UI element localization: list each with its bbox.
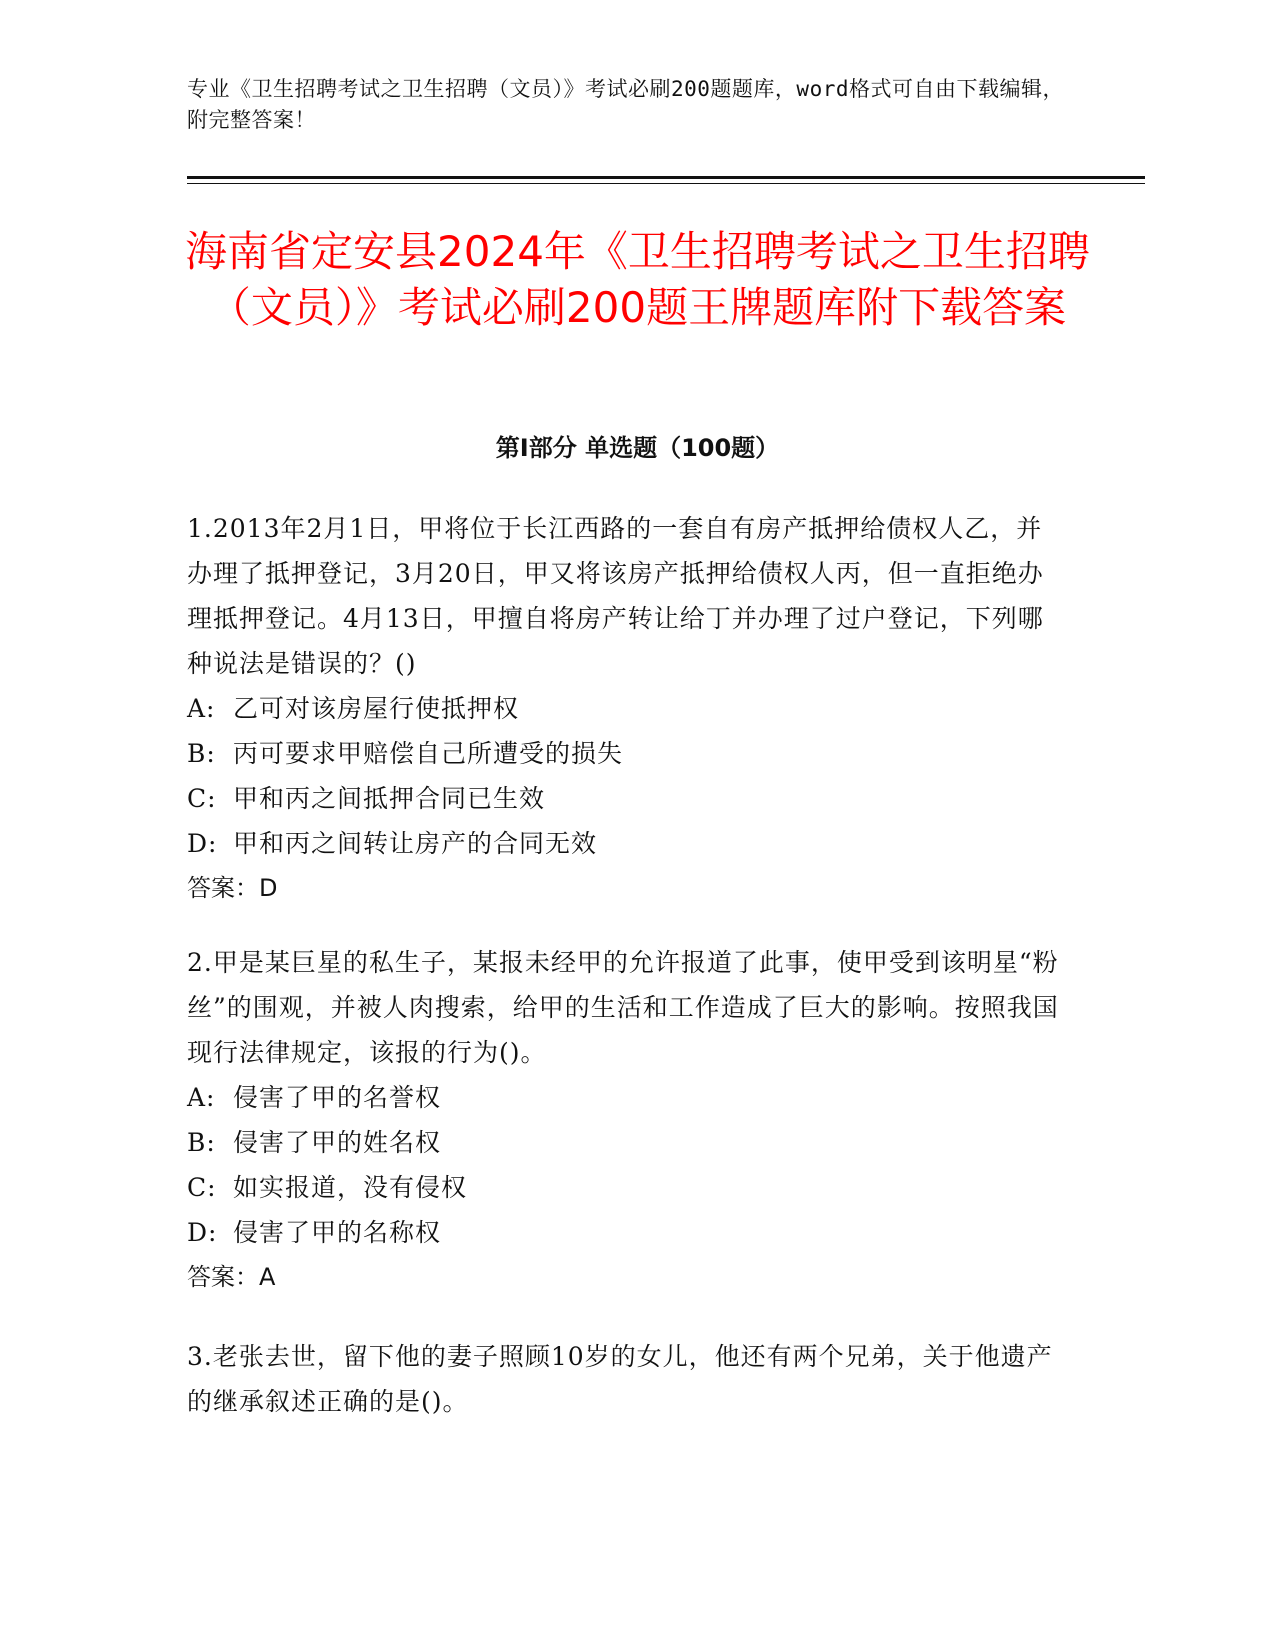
option-text: 侵害了甲的姓名权	[233, 1128, 442, 1157]
option-b	[187, 1120, 1067, 1165]
question-stem: 2.甲是某巨星的私生子，某报未经甲的允许报道了此事，使甲受到该明星“粉丝”的围观，并被人肉搜索，给甲的生活和工作造成了巨大的影响。按照我国现行法律规定，该报的行为()。	[187, 948, 1059, 1067]
option-text: 侵害了甲的名誉权	[233, 1083, 442, 1112]
section-heading: 第Ⅰ部分 单选题（100题）	[495, 434, 780, 462]
option-text: 丙可要求甲赔偿自己所遭受的损失	[233, 739, 624, 768]
answer-line: 答案：D	[187, 874, 278, 902]
option-key: B:	[187, 1128, 216, 1157]
answer-line: 答案：A	[187, 1263, 276, 1291]
option-c	[187, 1165, 1067, 1210]
option-b	[187, 731, 1067, 776]
option-d	[187, 1210, 1067, 1255]
header-rule-thick	[187, 176, 1145, 179]
intro-text: 专业《卫生招聘考试之卫生招聘（文员）》考试必刷200题题库，word格式可自由下载编辑，附完整答案！	[187, 77, 1064, 132]
header-rule-thin	[187, 183, 1145, 184]
question-3	[187, 1334, 1067, 1424]
option-key: B:	[187, 739, 216, 768]
question-stem: 3.老张去世，留下他的妻子照顾10岁的女儿，他还有两个兄弟，关于他遗产的继承叙述正确的是()。	[187, 1342, 1053, 1416]
option-a	[187, 686, 1067, 731]
question-1	[187, 506, 1067, 911]
question-2	[187, 940, 1067, 1300]
option-d	[187, 821, 1067, 866]
question-stem: 1.2013年2月1日，甲将位于长江西路的一套自有房产抵押给债权人乙，并办理了抵押登记，3月20日，甲又将该房产抵押给债权人丙，但一直拒绝办理抵押登记。4月13日，甲擅自将房产转让给丁并办理了过户登记，下列哪种说法是错误的？()	[187, 514, 1044, 678]
option-key: C:	[187, 784, 217, 813]
document-title: 海南省定安县2024年《卫生招聘考试之卫生招聘（文员）》考试必刷200题王牌题库附下载答案	[185, 227, 1090, 332]
option-key: A:	[187, 1083, 216, 1112]
option-text: 侵害了甲的名称权	[233, 1218, 442, 1247]
option-key: D:	[187, 1218, 218, 1247]
option-key: A:	[187, 694, 216, 723]
option-text: 乙可对该房屋行使抵押权	[233, 694, 520, 723]
option-text: 甲和丙之间抵押合同已生效	[233, 784, 546, 813]
option-c	[187, 776, 1067, 821]
option-key: C:	[187, 1173, 217, 1202]
option-text: 甲和丙之间转让房产的合同无效	[233, 829, 598, 858]
option-key: D:	[187, 829, 218, 858]
option-text: 如实报道，没有侵权	[233, 1173, 468, 1202]
option-a	[187, 1075, 1067, 1120]
